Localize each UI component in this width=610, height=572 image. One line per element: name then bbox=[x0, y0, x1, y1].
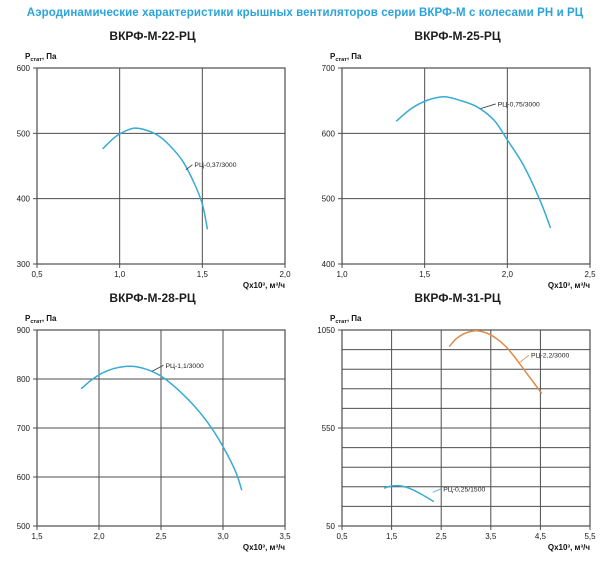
svg-text:2,5: 2,5 bbox=[155, 532, 167, 541]
svg-text:500: 500 bbox=[321, 194, 335, 204]
charts-grid bbox=[0, 19, 610, 552]
svg-text:РЦ-2,2/3000: РЦ-2,2/3000 bbox=[530, 352, 570, 360]
chart-panel-vkrf-m-22-rc bbox=[0, 19, 305, 290]
svg-text:700: 700 bbox=[16, 424, 30, 433]
chart-panel-vkrf-m-31-rc bbox=[305, 290, 610, 552]
svg-text:Qx10³, м³/ч: Qx10³, м³/ч bbox=[242, 281, 285, 290]
svg-text:2,0: 2,0 bbox=[93, 532, 105, 541]
svg-text:4,5: 4,5 bbox=[534, 532, 546, 541]
svg-text:1,5: 1,5 bbox=[419, 270, 431, 279]
svg-text:1050: 1050 bbox=[317, 326, 335, 335]
chart-canvas-vkrf-m-28-rc bbox=[0, 306, 305, 552]
svg-text:0,5: 0,5 bbox=[31, 270, 43, 279]
svg-text:1,0: 1,0 bbox=[336, 270, 348, 279]
svg-text:Qx10³, м³/ч: Qx10³, м³/ч bbox=[547, 543, 590, 552]
svg-text:600: 600 bbox=[16, 473, 30, 482]
svg-text:Qx10³, м³/ч: Qx10³, м³/ч bbox=[547, 281, 590, 290]
svg-text:Pстат, Па: $P_{стат}$, Па bbox=[330, 314, 362, 325]
svg-text:2,5: 2,5 bbox=[435, 532, 447, 541]
svg-text:1,0: 1,0 bbox=[114, 270, 126, 279]
svg-text:1,5: 1,5 bbox=[196, 270, 208, 279]
svg-text:0,5: 0,5 bbox=[336, 532, 348, 541]
svg-text:Pстат, Па: $P_{стат}$, Па bbox=[25, 52, 57, 63]
svg-text:500: 500 bbox=[16, 129, 30, 139]
chart-canvas-vkrf-m-22-rc bbox=[0, 44, 305, 290]
svg-text:2,5: 2,5 bbox=[584, 270, 596, 279]
svg-text:РЦ-0,75/3000: РЦ-0,75/3000 bbox=[497, 101, 540, 109]
svg-text:900: 900 bbox=[16, 326, 30, 335]
svg-text:700: 700 bbox=[321, 64, 335, 73]
svg-text:РЦ-0,37/3000: РЦ-0,37/3000 bbox=[194, 162, 237, 170]
svg-text:3,5: 3,5 bbox=[485, 532, 497, 541]
svg-text:3,5: 3,5 bbox=[279, 532, 291, 541]
svg-text:1,5: 1,5 bbox=[31, 532, 43, 541]
chart-canvas-vkrf-m-31-rc bbox=[305, 306, 610, 552]
svg-text:1,5: 1,5 bbox=[386, 532, 398, 541]
svg-text:550: 550 bbox=[321, 424, 335, 433]
svg-text:Qx10³, м³/ч: Qx10³, м³/ч bbox=[242, 543, 285, 552]
chart-title: ВКРФ-М-28-РЦ bbox=[109, 291, 196, 305]
svg-text:400: 400 bbox=[16, 194, 30, 204]
svg-text:600: 600 bbox=[321, 129, 335, 139]
svg-text:Pстат, Па: $P_{стат}$, Па bbox=[25, 314, 57, 325]
svg-text:3,0: 3,0 bbox=[217, 532, 229, 541]
svg-text:2,0: 2,0 bbox=[501, 270, 513, 279]
chart-title: ВКРФ-М-25-РЦ bbox=[414, 29, 501, 43]
svg-text:РЦ-1,1/3000: РЦ-1,1/3000 bbox=[165, 362, 204, 370]
svg-text:400: 400 bbox=[321, 260, 335, 269]
chart-panel-vkrf-m-25-rc bbox=[305, 19, 610, 290]
svg-text:РЦ-0,25/1500: РЦ-0,25/1500 bbox=[443, 486, 486, 494]
svg-text:5,5: 5,5 bbox=[584, 532, 596, 541]
chart-panel-vkrf-m-28-rc bbox=[0, 290, 305, 552]
svg-text:Pстат, Па: $P_{стат}$, Па bbox=[330, 52, 362, 63]
svg-text:800: 800 bbox=[16, 375, 30, 384]
svg-text:500: 500 bbox=[16, 522, 30, 531]
chart-canvas-vkrf-m-25-rc bbox=[305, 44, 610, 290]
chart-title: ВКРФ-М-22-РЦ bbox=[109, 29, 196, 43]
page-title: Аэродинамические характеристики крышных вентиляторов серии ВКРФ-М с колесами РН и РЦ bbox=[26, 7, 584, 19]
svg-text:50: 50 bbox=[326, 522, 335, 531]
chart-title: ВКРФ-М-31-РЦ bbox=[414, 291, 501, 305]
svg-text:600: 600 bbox=[16, 64, 30, 73]
svg-text:300: 300 bbox=[16, 260, 30, 269]
svg-text:2,0: 2,0 bbox=[279, 270, 291, 279]
